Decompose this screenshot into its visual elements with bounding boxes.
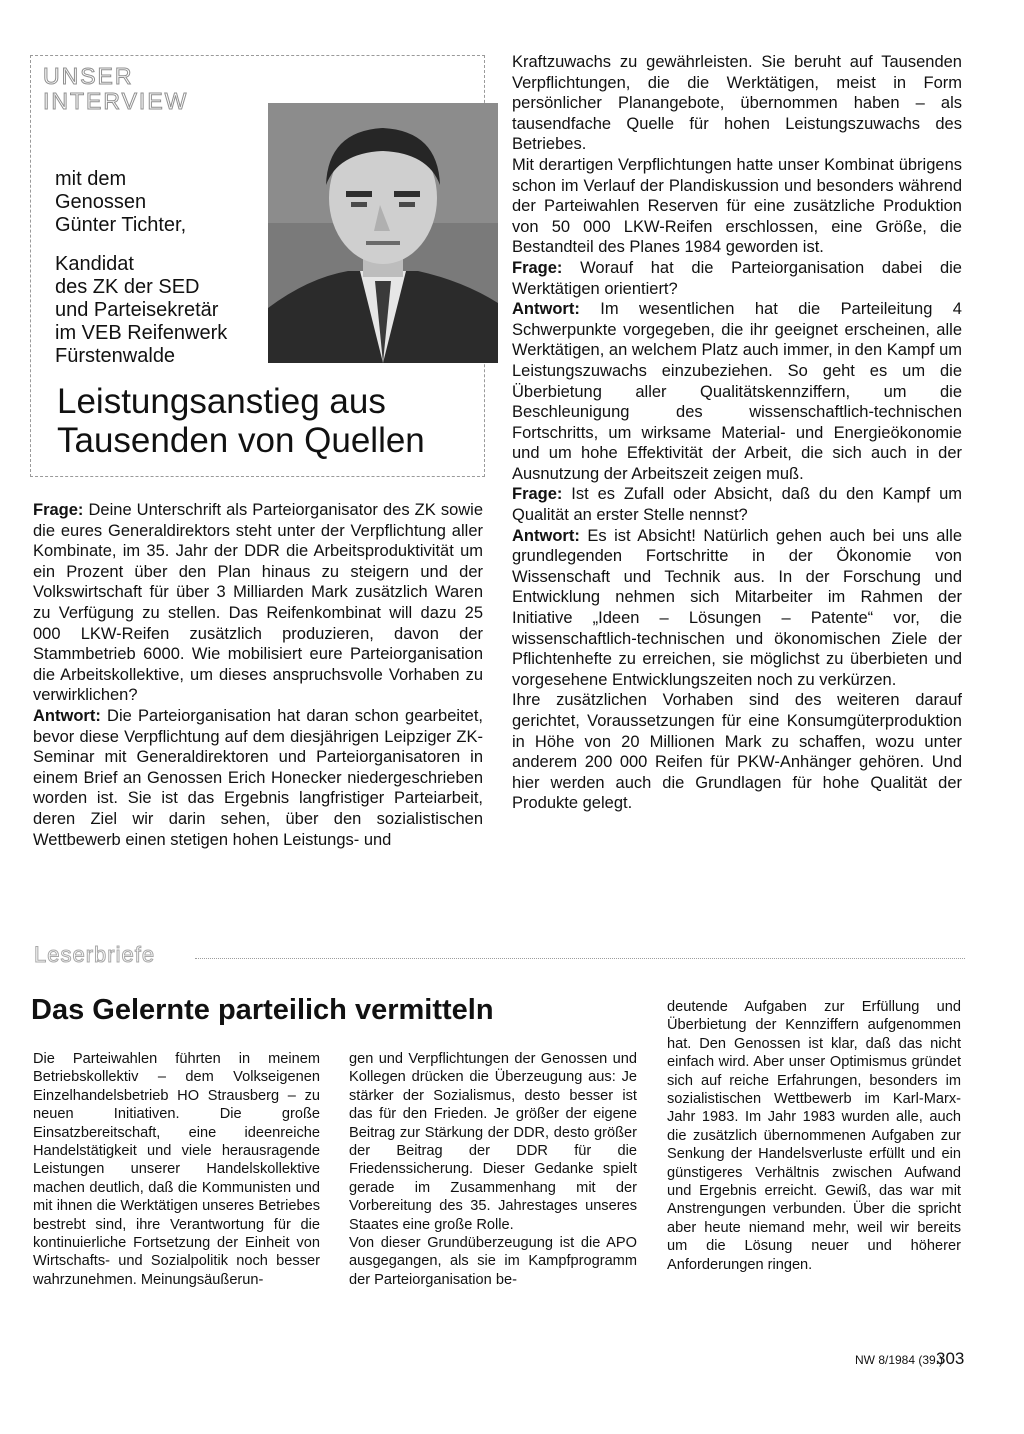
paragraph bbox=[512, 258, 962, 299]
intro-line: im VEB Reifenwerk bbox=[55, 322, 228, 344]
intro-line: Fürstenwalde bbox=[55, 345, 176, 367]
intro-line: mit dem bbox=[55, 168, 127, 190]
paragraph-text: Ihre zusätzlichen Vorhaben sind des weiteren darauf gerichtet, Voraussetzungen für eine Konsumgüterproduktion in Höhe von 20 Millionen Mark zu schaffen, wozu unter anderem 200 000 Reifen für PKW-Anhänger gehören. Und hier werden auch die Grundlagen für hohe Qualität der Produkte gelegt. bbox=[512, 691, 962, 813]
paragraph bbox=[512, 526, 962, 691]
portrait-illustration bbox=[268, 103, 498, 363]
interview-rubric bbox=[43, 64, 243, 114]
interview-box bbox=[30, 55, 485, 477]
paragraph bbox=[33, 706, 483, 850]
paragraph-text: Im wesentlichen hat die Parteileitung 4 Schwerpunkte vorgegeben, die ihr geeignet erscheinen, alle Werktätigen, an welchem Platz auch immer, in den Kampf um Leistungszuwachs einzubeziehen. So geht es um die Überbietung aller Qualitätskennziffern, um die Beschleunigung des wissenschaftlich-technischen Fortschritts, um wirksame Material- und Energieökonomie und um hohe Effektivität der Arbeit, die sich auch in der Ausnutzung der Arbeitszeit zeigen muß. bbox=[512, 300, 962, 483]
page-number: 303 bbox=[936, 1349, 965, 1368]
paragraph-text: Mit derartigen Verpflichtungen hatte unser Kombinat übrigens schon im Verlauf der Plandiskussion und besonders während der Parteiwahlen Reserven für eine zusätzliche Produktion von 50 000 LKW-Reifen erschlossen, eine Größe, die Bestandteil des Planes 1984 geworden ist. bbox=[512, 155, 962, 257]
intro-line: Genossen bbox=[55, 191, 147, 213]
portrait-photo bbox=[268, 103, 498, 363]
paragraph bbox=[33, 500, 483, 706]
paragraph bbox=[512, 52, 962, 155]
intro-line: und Parteisekretär bbox=[55, 299, 219, 321]
paragraph-text: Kraftzuwachs zu gewährleisten. Sie beruht auf Tausenden Verpflichtungen, die die Werktätigen, meist in Form persönlicher Planangebote, übernommen haben – als tausendfache Quelle für hohen Leistungszuwachs des Betriebes. bbox=[512, 53, 962, 154]
speaker-label: Frage: bbox=[512, 258, 563, 277]
letter-column-3 bbox=[667, 998, 961, 1274]
letter-column-1 bbox=[33, 1050, 320, 1289]
interview-column-left bbox=[33, 500, 483, 850]
speaker-label: Frage: bbox=[33, 501, 84, 519]
headline-line: Tausenden von Quellen bbox=[57, 421, 425, 460]
speaker-label: Antwort: bbox=[512, 300, 580, 319]
intro-line: des ZK der SED bbox=[55, 276, 200, 298]
interview-headline bbox=[57, 382, 477, 460]
paragraph: Von dieser Grundüberzeugung ist die APO ausgegangen, als sie im Kampfprogramm der Parteiorganisation be- bbox=[349, 1235, 637, 1288]
rubric-line: UNSER bbox=[43, 63, 134, 89]
paragraph bbox=[512, 690, 962, 814]
paragraph bbox=[512, 299, 962, 484]
rubric-line: INTERVIEW bbox=[43, 88, 189, 114]
speaker-label: Antwort: bbox=[33, 706, 101, 725]
interview-intro bbox=[55, 168, 265, 368]
paragraph-text: Deine Unterschrift als Parteiorganisator des ZK sowie die eures Generaldirektors steht unter der Verpflichtung aller Kombinate, im 35. Jahr der DDR die Arbeitsproduktivität um ein Prozent über den Plan hinaus zu steigern und der Volkswirtschaft für über 3 Milliarden Mark zusätzlich Waren zu Verfügung zu stellen. Das Reifenkombinat will dazu 25 000 LKW-Reifen zusätzlich produzieren, davon der Stammbetrieb 6000. Wie mobilisiert eure Parteiorganisation die Arbeitskollektive, um dieses anspruchsvolle Vorhaben zu verwirklichen? bbox=[33, 501, 483, 705]
paragraph-text: Die Parteiorganisation hat daran schon gearbeitet, bevor diese Verpflichtung auf dem diesjährigen Leipziger ZK-Seminar mit Generaldirektoren und Parteiorganisatoren in einem Brief an Genossen Erich Honecker niedergeschrieben worden ist. Sie ist das Ergebnis langfristiger Parteiarbeit, deren Ziel wir darin sehen, über den sozialistischen Wettbewerb einen stetigen hohen Leistungs- und bbox=[33, 706, 483, 849]
paragraph bbox=[512, 484, 962, 525]
paragraph-text: Ist es Zufall oder Absicht, daß du den Kampf um Qualität an erster Stelle nennst? bbox=[512, 485, 962, 525]
paragraph-text: Es ist Absicht! Natürlich gehen auch bei uns alle grundlegenden Fortschritte in der Ökonomie von Wissenschaft und Technik aus. In der Forschung und Entwicklung nehmen sich Mitarbeiter im Rahmen der Initiative „Ideen – Lösungen – Patente“ vor, die wissenschaftlich-technischen und ökonomischen Ziele der Pflichtenhefte zu erreichen, sie möglichst zu überbieten und vorgesehene Entwicklungszeiten noch zu verkürzen. bbox=[512, 526, 962, 689]
paragraph: gen und Verpflichtungen der Genossen und Kollegen drücken die Überzeugung aus: Je stärker der Sozialismus, desto besser ist das für den Frieden. Je größer der eigene Beitrag zur Stärkung der DDR, desto größer der Beitrag der DDR für die Friedenssicherung. Dieser Gedanke spielt gerade im Zusammenhang mit der Vorbereitung des 35. Jahrestages unseres Staates eine große Rolle. bbox=[349, 1051, 637, 1233]
letters-rubric: Leserbriefe bbox=[34, 942, 156, 967]
speaker-label: Frage: bbox=[512, 485, 563, 504]
paragraph-text: Worauf hat die Parteiorganisation dabei die Werktätigen orientiert? bbox=[512, 258, 962, 298]
interview-column-right bbox=[512, 52, 962, 814]
paragraph: deutende Aufgaben zur Erfüllung und Überbietung der Kennziffern aufgenommen hat. Den Genossen ist klar, daß das nicht einfach wird. Aber unser Optimismus gründet sich auf reiche Erfahrungen, besonders im sozialistischen Wettbewerb im Karl-Marx-Jahr 1983. Im Jahr 1983 wurden alle, auch die zusätzlich übernommenen Aufgaben zur Senkung der Handelsverluste erfüllt und ein günstigeres Verhältnis zwischen Aufwand und Ergebnis erreicht. Gewiß, das war mit Anstrengungen verbunden. Über die spricht aber heute niemand mehr, weil wir bereits um die Lösung neuer und höherer Anforderungen ringen. bbox=[667, 999, 961, 1273]
letter-title: Das Gelernte parteilich vermitteln bbox=[31, 994, 494, 1026]
intro-line: Günter Tichter, bbox=[55, 214, 187, 236]
paragraph: Die Parteiwahlen führten in meinem Betriebskollektiv – dem Volkseigenen Einzelhandelsbetrieb HO Strausberg – zu neuen Initiativen. Die große Einsatzbereitschaft, eine ideenreiche Handelstätigkeit und viele herausragende Leistungen unserer Handelskollektive machen deutlich, daß die Kommunisten und mit ihnen die Werktätigen unseres Betriebes bestrebt sind, ihre Verantwortung für die kontinuierliche Fortsetzung der Einheit von Wirtschafts- und Sozialpolitik noch besser wahrzunehmen. Meinungsäußerun- bbox=[33, 1051, 320, 1288]
paragraph bbox=[512, 155, 962, 258]
section-divider bbox=[195, 958, 965, 959]
headline-line: Leistungsanstieg aus bbox=[57, 382, 386, 421]
speaker-label: Antwort: bbox=[512, 526, 580, 545]
issue-reference: NW 8/1984 (39.) bbox=[855, 1353, 944, 1367]
intro-line: Kandidat bbox=[55, 253, 134, 275]
letter-column-2 bbox=[349, 1050, 637, 1289]
